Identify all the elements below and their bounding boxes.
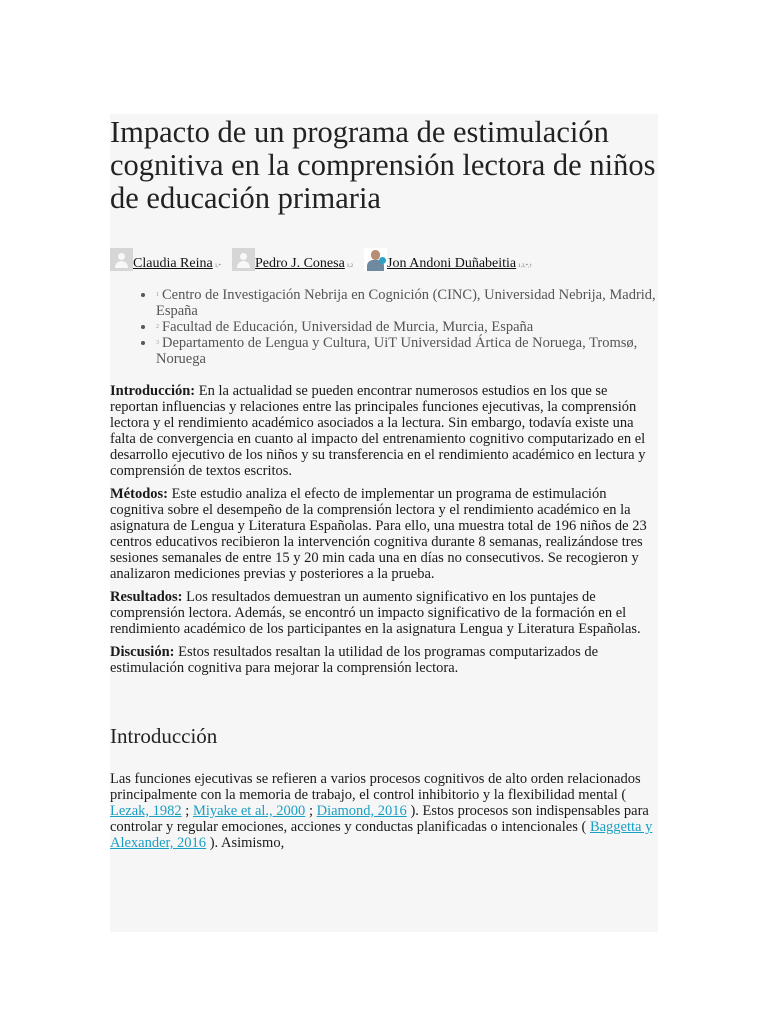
author-superscript: 1,3,*,† [518,264,532,269]
author-avatar-placeholder-icon [110,248,133,271]
author-claudia-reina[interactable] [110,248,221,271]
affiliation-item: • $^3$ Departamento de Lengua y Cultura, UiT Universidad Ártica de Noruega, Tromsø, Noruega [156,335,658,367]
abstract-results: Resultados: Los resultados demuestran un aumento significativo en los puntajes de comprensión lectora. Además, se encontró un impacto significativo de la formación en el rendimiento académico de los participantes en la asignatura Lengua y Literatura Españolas. [110,589,641,637]
affiliation-list [110,287,658,367]
abstract-methods: Métodos: Este estudio analiza el efecto de implementar un programa de estimulación cognitiva sobre el desempeño de la comprensión lectora y el rendimiento académico en la asignatura de Lengua y Literatura Españolas. Para ello, una muestra total de 196 niños de 23 centros educativos recibieron la intervención cognitiva durante 8 semanas, realizándose tres sesiones semanales de entre 15 y 20 min cada una en días no consecutivos. Se recogieron y analizaron mediciones previas y posteriores a la prueba. [110,486,647,582]
abstract-introduction: Introducción: En la actualidad se pueden encontrar numerosos estudios en los que se reportan influencias y relaciones entre las principales funciones ejecutivas, la comprensión lectora y el rendimiento académico asociados a la lectura. Sin embargo, todavía existe una falta de convergencia en cuanto al impacto del entrenamiento cognitivo computarizado en el desarrollo ejecutivo de los niños y su transferencia en el rendimiento académico en lectura y comprensión de textos escritos. [110,383,646,479]
abstract [110,383,658,676]
author-superscript: 1,* [214,264,221,269]
author-photo-icon [364,248,387,271]
author-superscript: 1,2 [346,264,354,269]
author-pedro-conesa[interactable] [232,248,353,271]
section-heading-introduccion: Introducción [110,724,218,748]
author-name-link[interactable]: Jon Andoni Duñabeitia [387,256,517,271]
author-list [110,245,658,271]
citation-link[interactable]: Lezak, 1982 [110,803,182,819]
citation-link[interactable]: Diamond, 2016 [316,803,407,819]
article-page [110,114,658,932]
citation-link[interactable]: Miyake et al., 2000 [192,803,306,819]
affiliation-item: • $^2$ Facultad de Educación, Universidad de Murcia, Murcia, España [156,319,658,335]
author-name-link[interactable]: Claudia Reina [133,256,213,271]
affiliation-item: • $^1$ Centro de Investigación Nebrija en Cognición (CINC), Universidad Nebrija, Madrid, España [156,287,658,319]
author-name-link[interactable]: Pedro J. Conesa [254,256,345,271]
article-title: Impacto de un programa de estimulación cognitiva en la comprensión lectora de niños de educación primaria [110,115,656,215]
citation-link[interactable]: Baggetta y Alexander, 2016 [110,819,653,851]
author-avatar-placeholder-icon [232,248,255,271]
abstract-discussion: Discusión: Estos resultados resaltan la utilidad de los programas computarizados de estimulación cognitiva para mejorar la comprensión lectora. [110,644,599,676]
author-jon-dunabeitia[interactable] [364,248,532,271]
intro-paragraph: Las funciones ejecutivas se refieren a varios procesos cognitivos de alto orden relacionados principalmente con la memoria de trabajo, el control inhibitorio y la flexibilidad mental ( Lezak, 1982 ; Miyake et al., 2000 ; Diamond, 2016 ). Estos procesos son indispensables para controlar y regular emociones, acciones y conductas planificadas o intencionales ( Baggetta y Alexander, 2016 ). Asimismo, [110,771,653,851]
